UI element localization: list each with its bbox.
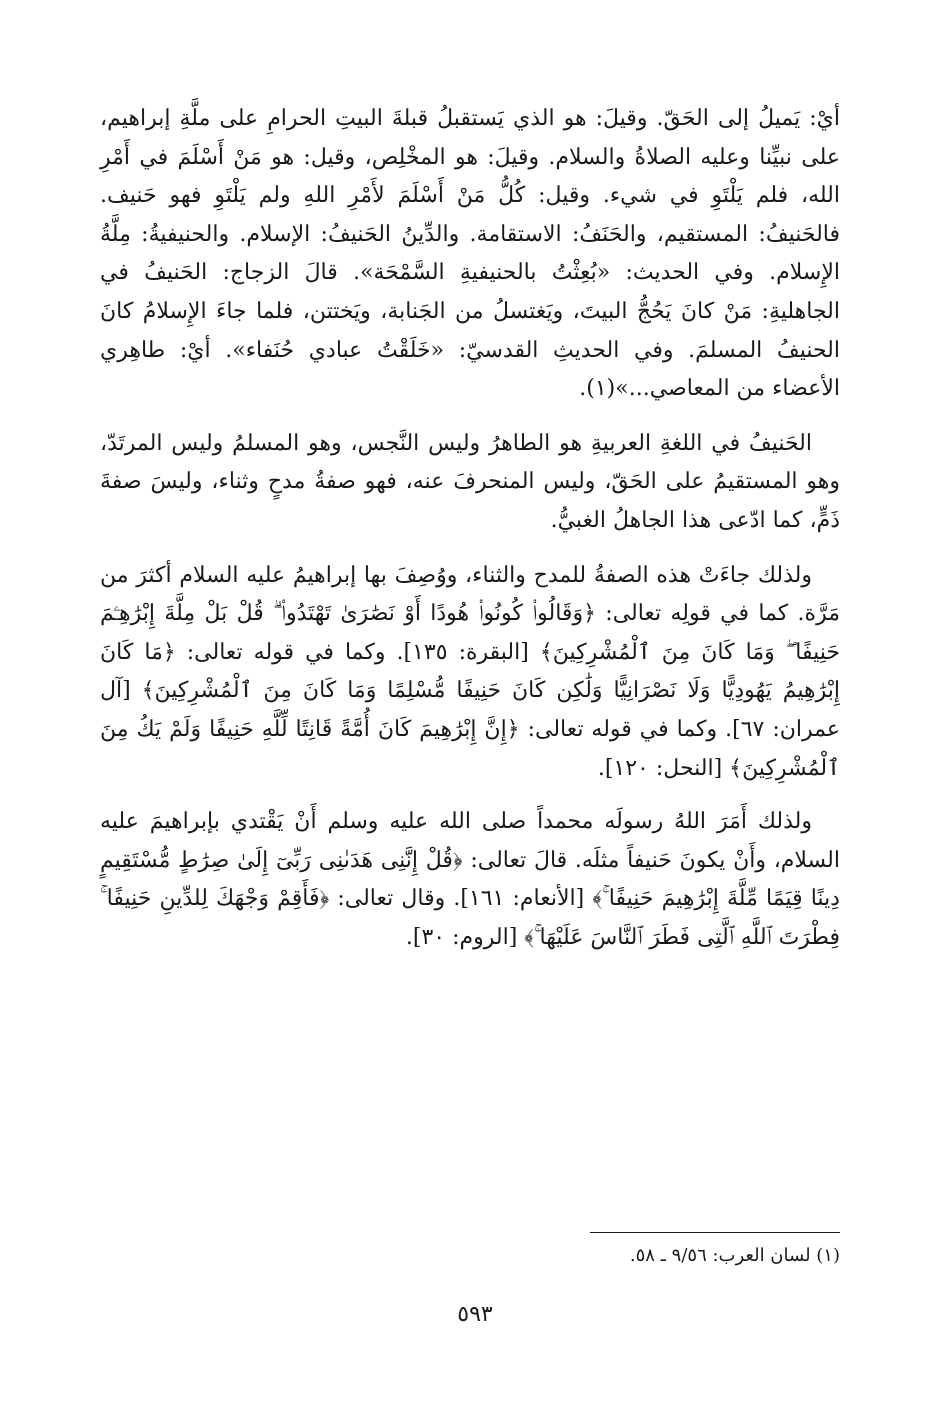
footnote: (١) لسان العرب: ٩/٥٦ ـ ٥٨. [629, 1245, 840, 1266]
main-text [100, 100, 840, 957]
footnote-separator [590, 1232, 840, 1233]
paragraph-3: ولذلك جاءَتْ هذه الصفةُ للمدح والثناء، ووُصِفَ بها إبراهيمُ عليه السلام أكثرَ من مَرَّة. كما في قولِه تعالى: ﴿وَقَالُوا۟ كُونُوا۟ هُودًا أَوْ نَصَٰرَىٰ تَهْتَدُوا۟ ۗ قُلْ بَلْ مِلَّةَ إِبْرَٰهِـۧمَ حَنِيفًا ۖ وَمَا كَانَ مِنَ ٱلْمُشْرِكِينَ﴾ [البقرة: ١٣٥]. وكما في قوله تعالى: ﴿مَا كَانَ إِبْرَٰهِيمُ يَهُودِيًّا وَلَا نَصْرَانِيًّا وَلَٰكِن كَانَ حَنِيفًا مُّسْلِمًا وَمَا كَانَ مِنَ ٱلْمُشْرِكِينَ﴾ [آل عمران: ٦٧]. وكما في قوله تعالى: ﴿إِنَّ إِبْرَٰهِيمَ كَانَ أُمَّةً قَانِتًا لِّلَّهِ حَنِيفًا وَلَمْ يَكُ مِنَ ٱلْمُشْرِكِينَ﴾ [النحل: ١٢٠]. [100, 562, 840, 781]
paragraph-1: أيْ: يَميلُ إلى الحَقّ. وقيلَ: هو الذي يَستقبلُ قبلةَ البيتِ الحرامِ على ملَّةِ إبراهيم، على نبيِّنا وعليه الصلاةُ والسلام. وقيلَ: هو المخْلِص، وقيل: هو مَنْ أَسْلَمَ في أَمْرِ الله، فلم يَلْتَوِ في شيء. وقيل: كُلُّ مَنْ أَسْلَمَ لأَمْرِ اللهِ ولم يَلْتَوِ فهو حَنيف. فالحَنيفُ: المستقيم، والحَنَفُ: الاستقامة. والدِّينُ الحَنيفُ: الإسلام. والحنيفيةُ: مِلَّةُ الإِسلام. وفي الحديث: «بُعِثْتُ بالحنيفيةِ السَّمْحَة». قالَ الزجاج: الحَنيفُ في الجاهليةِ: مَنْ كانَ يَحُجُّ البيتَ، ويَغتسلُ من الجَنابة، ويَختتن، فلما جاءَ الإِسلامُ كانَ الحنيفُ المسلمَ. وفي الحديثِ القدسيّ: «خَلَقْتُ عبادي حُنَفاء». أيْ: طاهِري الأعضاء من المعاصي...»(١). [100, 106, 840, 402]
paragraph-2: الحَنيفُ في اللغةِ العربيةِ هو الطاهرُ وليس النَّجس، وهو المسلمُ وليس المرتَدّ، وهو المستقيمُ على الحَقّ، وليس المنحرفَ عنه، فهو صفةُ مدحٍ وثناء، وليسَ صفةَ ذَمٍّ، كما ادّعى هذا الجاهلُ الغبيُّ. [100, 430, 840, 533]
paragraph-4: ولذلك أَمَرَ اللهُ رسولَه محمداً صلى الله عليه وسلم أَنْ يَقْتدي بإبراهيمَ عليه السلام، وأَنْ يكونَ حَنيفاً مثلَه. قالَ تعالى: ﴿قُلْ إِنَّنِى هَدَىٰنِى رَبِّىٓ إِلَىٰ صِرَٰطٍ مُّسْتَقِيمٍ دِينًا قِيَمًا مِّلَّةَ إِبْرَٰهِيمَ حَنِيفًا ۚ﴾ [الأنعام: ١٦١]. وقال تعالى: ﴿فَأَقِمْ وَجْهَكَ لِلدِّينِ حَنِيفًا ۚ فِطْرَتَ ٱللَّهِ ٱلَّتِى فَطَرَ ٱلنَّاسَ عَلَيْهَا ۚ﴾ [الروم: ٣٠]. [100, 809, 840, 950]
page-number: ٥٩٣ [457, 1302, 493, 1327]
